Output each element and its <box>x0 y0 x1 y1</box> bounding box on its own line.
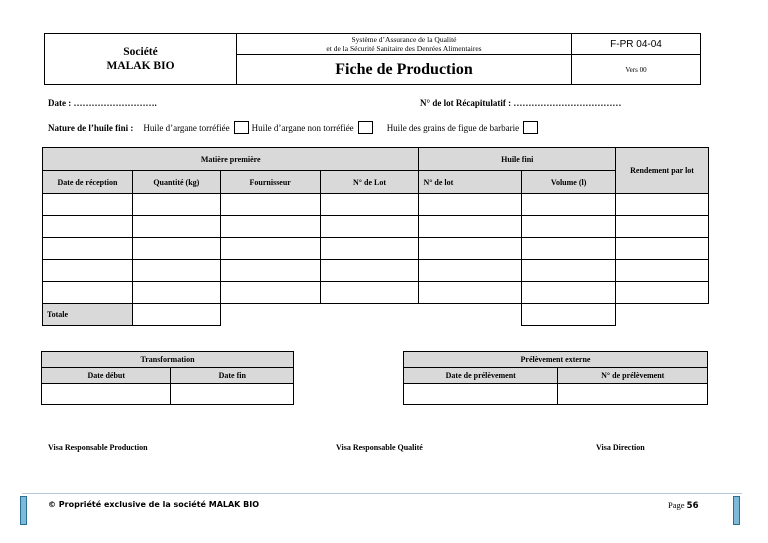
table-cell[interactable] <box>522 282 616 304</box>
table-cell[interactable] <box>320 238 419 260</box>
option-roasted-checkbox[interactable] <box>234 121 249 134</box>
transformation-title: Transformation <box>42 352 294 368</box>
page-label: Page <box>668 500 685 510</box>
form-reference: F-PR 04-04 <box>572 34 701 55</box>
transformation-table <box>41 351 294 405</box>
table-cell[interactable] <box>220 216 320 238</box>
header-table <box>44 33 701 85</box>
table-cell[interactable] <box>43 238 133 260</box>
footer-right-bar <box>733 496 740 525</box>
summary-lot-field[interactable]: N° de lot Récapitulatif : ……………………………… <box>420 98 622 108</box>
col-quantity: Quantité (kg) <box>132 171 220 194</box>
col-raw-lot: N° de Lot <box>320 171 419 194</box>
table-cell[interactable] <box>220 282 320 304</box>
col-volume: Volume (l) <box>522 171 616 194</box>
col-end-date: Date fin <box>171 368 294 384</box>
production-table <box>42 147 709 326</box>
total-row <box>43 304 709 326</box>
empty-cell <box>616 304 709 326</box>
sampling-date-cell[interactable] <box>404 384 558 405</box>
table-cell[interactable] <box>616 216 709 238</box>
table-row <box>43 216 709 238</box>
oil-type-label: Nature de l’huile fini : <box>48 122 134 133</box>
copyright-notice: © Propriété exclusive de la société MALAK BIO <box>48 500 260 509</box>
table-cell[interactable] <box>320 260 419 282</box>
table-cell[interactable] <box>419 282 522 304</box>
col-finished-lot: N° de lot <box>419 171 522 194</box>
table-cell[interactable] <box>132 216 220 238</box>
table-cell[interactable] <box>220 238 320 260</box>
col-supplier: Fournisseur <box>220 171 320 194</box>
table-cell[interactable] <box>616 282 709 304</box>
end-date-cell[interactable] <box>171 384 294 405</box>
total-label: Totale <box>43 304 133 326</box>
table-cell[interactable] <box>132 238 220 260</box>
table-cell[interactable] <box>522 216 616 238</box>
table-cell[interactable] <box>320 216 419 238</box>
table-cell[interactable] <box>522 238 616 260</box>
oil-type-row <box>48 121 541 134</box>
empty-cell <box>320 304 419 326</box>
visa-direction: Visa Direction <box>596 443 645 452</box>
table-cell[interactable] <box>419 238 522 260</box>
sampling-number-cell[interactable] <box>558 384 708 405</box>
table-row <box>43 194 709 216</box>
table-cell[interactable] <box>419 260 522 282</box>
option-unroasted-label: Huile d’argane non torréfiée <box>251 122 354 133</box>
sampling-table <box>403 351 708 405</box>
table-cell[interactable] <box>522 194 616 216</box>
col-reception-date: Date de réception <box>43 171 133 194</box>
table-cell[interactable] <box>616 260 709 282</box>
table-cell[interactable] <box>132 260 220 282</box>
table-cell[interactable] <box>43 194 133 216</box>
company-name: Société <box>123 46 158 58</box>
raw-material-header: Matière première <box>43 148 419 171</box>
visa-quality: Visa Responsable Qualité <box>336 443 423 452</box>
option-roasted-label: Huile d’argane torréfiée <box>143 122 230 133</box>
option-prickly-pear-label: Huile des grains de figue de barbarie <box>386 122 520 133</box>
document-title: Fiche de Production <box>237 55 572 85</box>
visa-production: Visa Responsable Production <box>48 443 148 452</box>
date-field[interactable]: Date : ………………………. <box>48 98 157 108</box>
system-title-line2: et de la Sécurité Sanitaire des Denrées Alimentaires <box>326 44 482 53</box>
table-cell[interactable] <box>132 194 220 216</box>
col-sampling-number: N° de prélèvement <box>558 368 708 384</box>
table-cell[interactable] <box>320 282 419 304</box>
table-cell[interactable] <box>522 260 616 282</box>
col-sampling-date: Date de prélèvement <box>404 368 558 384</box>
version-label: Vers 00 <box>572 55 701 85</box>
table-cell[interactable] <box>43 260 133 282</box>
table-cell[interactable] <box>616 238 709 260</box>
footer-divider <box>22 493 742 494</box>
table-cell[interactable] <box>419 194 522 216</box>
company-brand: MALAK BIO <box>106 60 175 72</box>
table-row <box>43 238 709 260</box>
empty-cell <box>220 304 320 326</box>
page-value: 56 <box>686 501 699 511</box>
page-number <box>668 500 699 511</box>
finished-oil-header: Huile fini <box>419 148 616 171</box>
table-row <box>43 282 709 304</box>
table-cell[interactable] <box>220 194 320 216</box>
option-unroasted-checkbox[interactable] <box>358 121 373 134</box>
total-volume-cell[interactable] <box>522 304 616 326</box>
table-cell[interactable] <box>43 282 133 304</box>
table-cell[interactable] <box>220 260 320 282</box>
col-start-date: Date début <box>42 368 171 384</box>
table-row <box>43 260 709 282</box>
table-cell[interactable] <box>320 194 419 216</box>
empty-cell <box>419 304 522 326</box>
table-cell[interactable] <box>43 216 133 238</box>
table-cell[interactable] <box>132 282 220 304</box>
sampling-title: Prélèvement externe <box>404 352 708 368</box>
total-quantity-cell[interactable] <box>132 304 220 326</box>
option-prickly-pear-checkbox[interactable] <box>523 121 538 134</box>
system-title-line1: Système d’Assurance de la Qualité <box>351 35 457 44</box>
start-date-cell[interactable] <box>42 384 171 405</box>
company-cell <box>45 34 237 85</box>
table-cell[interactable] <box>419 216 522 238</box>
footer-left-bar <box>20 496 27 525</box>
yield-header: Rendement par lot <box>616 148 709 194</box>
system-cell <box>237 34 572 55</box>
table-cell[interactable] <box>616 194 709 216</box>
